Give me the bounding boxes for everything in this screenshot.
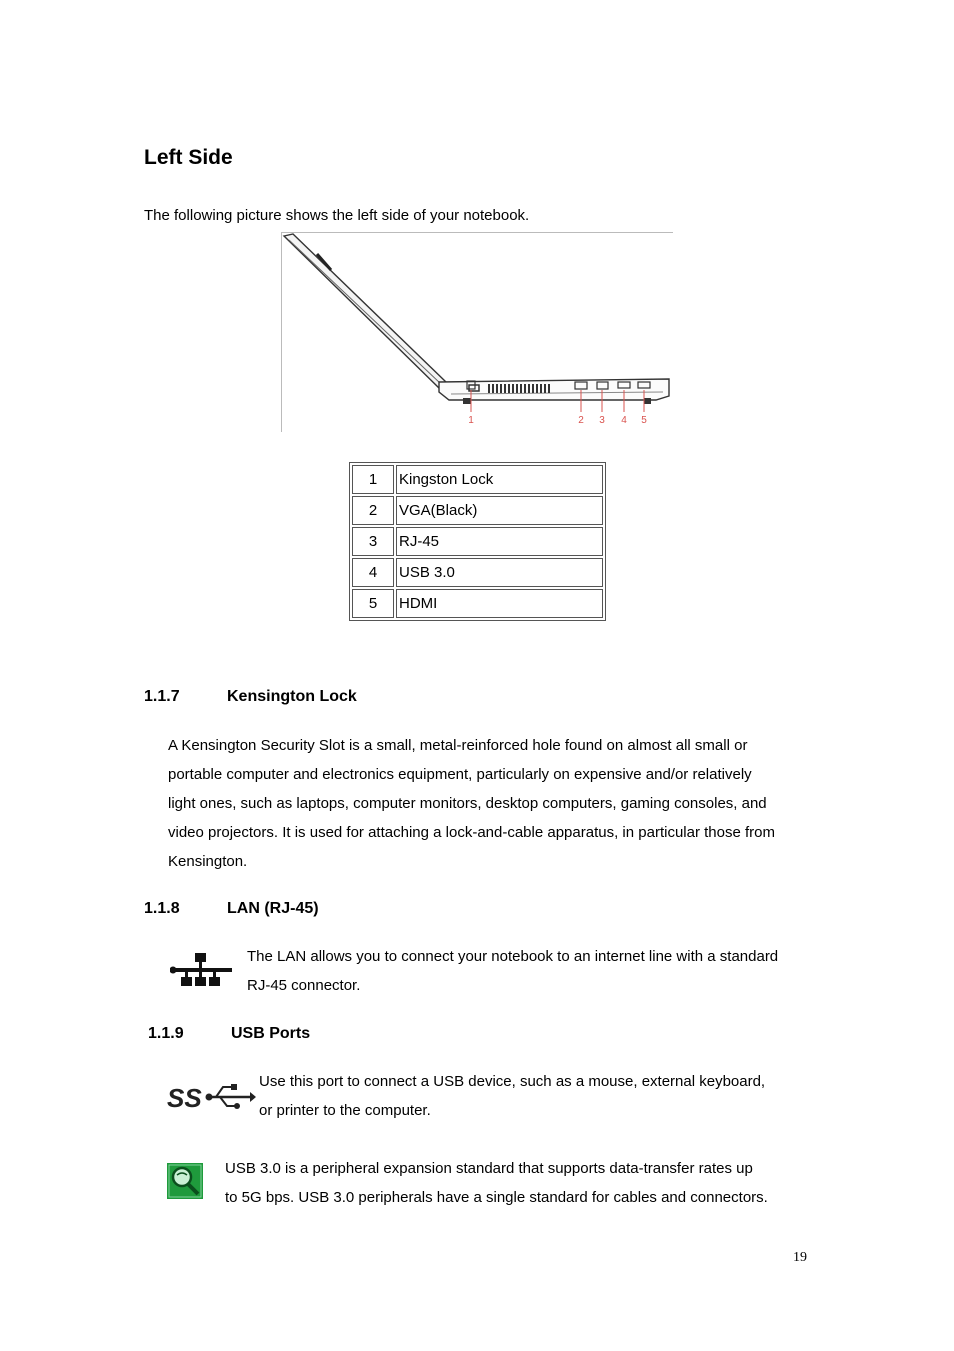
laptop-left-side-figure (281, 232, 673, 432)
section-number: 1.1.7 (144, 688, 180, 705)
callout-5: 5 (641, 415, 647, 426)
callout-1: 1 (468, 415, 474, 426)
page-title: Left Side (144, 146, 233, 169)
port-number: 4 (352, 558, 394, 587)
section-heading-kensington (144, 686, 357, 708)
table-row (352, 558, 603, 587)
port-name: RJ-45 (396, 527, 603, 556)
note-line: USB 3.0 is a peripheral expansion standard that supports data-transfer rates up (225, 1160, 753, 1177)
paragraph-line: video projectors. It is used for attaching a lock-and-cable apparatus, in particular those from (168, 824, 775, 841)
callout-3: 3 (599, 415, 605, 426)
callout-2: 2 (578, 415, 584, 426)
port-name: USB 3.0 (396, 558, 603, 587)
page-number: 19 (793, 1250, 807, 1265)
table-row (352, 527, 603, 556)
port-name: Kingston Lock (396, 465, 603, 494)
port-number: 3 (352, 527, 394, 556)
port-number: 1 (352, 465, 394, 494)
table-row (352, 589, 603, 618)
section-heading-lan (144, 898, 319, 920)
usb-superspeed-icon (166, 1078, 256, 1114)
section-heading-usb (148, 1023, 310, 1045)
paragraph-line: The LAN allows you to connect your notebook to an internet line with a standard (247, 948, 779, 965)
section-number: 1.1.8 (144, 900, 180, 917)
paragraph-line: A Kensington Security Slot is a small, metal-reinforced hole found on almost all small or (168, 737, 748, 754)
section-title: LAN (RJ-45) (227, 900, 319, 917)
svg-text:SS: SS (167, 1083, 202, 1113)
port-name: HDMI (396, 589, 603, 618)
paragraph-line: or printer to the computer. (259, 1102, 431, 1119)
note-magnifier-icon (167, 1163, 203, 1199)
paragraph-line: Kensington. (168, 853, 248, 870)
port-name: VGA(Black) (396, 496, 603, 525)
paragraph-line: RJ-45 connector. (247, 977, 361, 994)
intro-text: The following picture shows the left side of your notebook. (144, 207, 530, 224)
port-number: 5 (352, 589, 394, 618)
paragraph-line: light ones, such as laptops, computer monitors, desktop computers, gaming consoles, and (168, 795, 767, 812)
table-row (352, 496, 603, 525)
note-line: to 5G bps. USB 3.0 peripherals have a single standard for cables and connectors. (225, 1189, 768, 1206)
callout-4: 4 (621, 415, 627, 426)
ports-table (349, 462, 606, 621)
port-number: 2 (352, 496, 394, 525)
kensington-paragraph (168, 731, 775, 876)
usb-paragraph (259, 1067, 765, 1125)
paragraph-line: Use this port to connect a USB device, such as a mouse, external keyboard, (259, 1073, 766, 1090)
usb-note (225, 1154, 768, 1212)
section-number: 1.1.9 (148, 1025, 184, 1042)
lan-paragraph (247, 942, 778, 1000)
table-row (352, 465, 603, 494)
network-icon (170, 953, 232, 987)
section-title: Kensington Lock (227, 688, 357, 705)
section-title: USB Ports (231, 1025, 311, 1042)
paragraph-line: portable computer and electronics equipment, particularly on expensive and/or relatively (168, 766, 752, 783)
laptop-lid (284, 234, 446, 388)
